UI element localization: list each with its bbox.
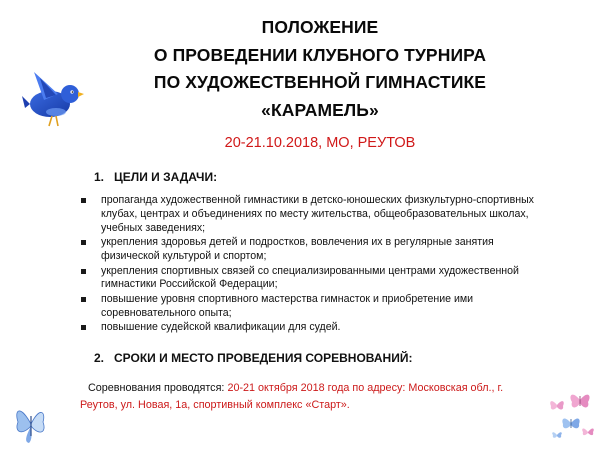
title-line-2: О ПРОВЕДЕНИИ КЛУБНОГО ТУРНИРА — [153, 44, 487, 65]
section-1-number: 1. — [94, 170, 105, 184]
list-item-text: укрепления спортивных связей со специализированными центрами художественной гимнастики Российской Федерации; — [101, 264, 519, 291]
section-2-number: 2. — [94, 351, 105, 365]
bullet-icon — [81, 325, 86, 330]
list-item — [80, 265, 550, 293]
list-item — [80, 293, 550, 321]
bird-icon — [22, 68, 84, 130]
section-1-heading — [94, 170, 217, 184]
list-item — [80, 236, 550, 264]
title-line-4: «КАРАМЕЛЬ» — [261, 99, 379, 120]
title-line-1: ПОЛОЖЕНИЕ — [261, 17, 379, 37]
bullet-icon — [81, 240, 86, 245]
list-item-text: повышение судейской квалификации для судей. — [101, 321, 341, 334]
venue-text-details: 20-21 октября 2018 года по адресу: Московская обл., г. Реутов, ул. Новая, 1а, спортивный комплекс «Старт». — [80, 382, 504, 411]
title-line-3: ПО ХУДОЖЕСТВЕННОЙ ГИМНАСТИКЕ — [153, 72, 487, 92]
section-2-heading — [94, 351, 412, 365]
event-date-location: 20-21.10.2018, МО, РЕУТОВ — [224, 135, 416, 151]
document-title — [150, 14, 490, 124]
list-item-text: повышение уровня спортивного мастерства гимнасток и приобретение ими соревновательного опыта; — [101, 292, 474, 319]
venue-text-intro: Соревнования проводятся: — [88, 382, 228, 394]
bullet-icon — [81, 269, 86, 274]
butterfly-icon — [14, 402, 48, 444]
section-2-title: СРОКИ И МЕСТО ПРОВЕДЕНИЯ СОРЕВНОВАНИЙ: — [114, 351, 413, 365]
list-item — [80, 194, 550, 235]
goals-list — [80, 194, 550, 336]
list-item-text: пропаганда художественной гимнастики в детско-юношеских физкультурно-спортивных клубах, центрах и объединениях по месту жительства, общеобразовательных школах, учебных заведениях; — [101, 194, 534, 234]
butterflies-icon — [548, 388, 598, 444]
bullet-icon — [81, 198, 86, 203]
bullet-icon — [81, 297, 86, 302]
list-item — [80, 321, 550, 335]
list-item-text: укрепления здоровья детей и подростков, вовлечения их в регулярные занятия физической культурой и спортом; — [101, 236, 494, 262]
venue-paragraph — [80, 380, 520, 413]
section-1-title: ЦЕЛИ И ЗАДАЧИ: — [114, 170, 218, 184]
